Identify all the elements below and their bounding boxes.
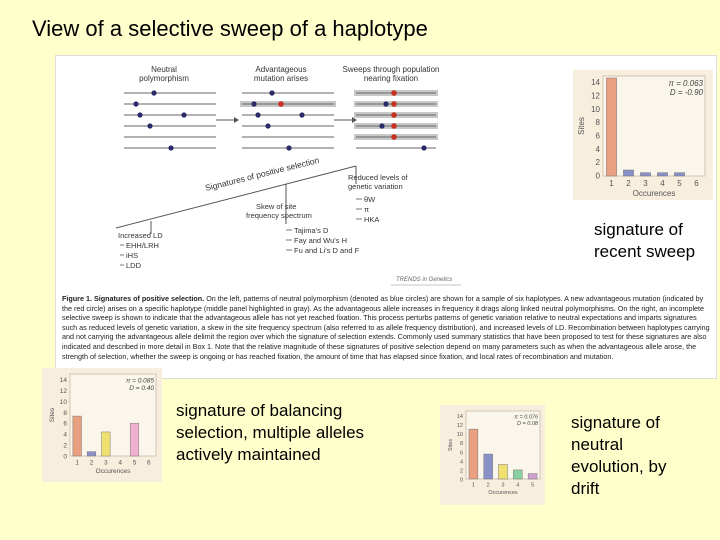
y-tick-label: 10: [456, 432, 463, 439]
statistic-label: LDD: [126, 261, 142, 270]
x-tick-label: 2: [89, 459, 94, 467]
stat-annotation: D = 0.40: [129, 385, 154, 392]
skew-label: Skew of site frequency spectrum: [246, 202, 312, 220]
x-tick-label: 5: [132, 459, 137, 467]
y-tick-label: 6: [459, 450, 463, 457]
y-tick-label: 0: [63, 453, 67, 461]
y-tick-label: 2: [63, 442, 67, 450]
advantageous-mutation-dot: [391, 123, 397, 129]
y-tick-label: 8: [459, 441, 463, 448]
advantageous-mutation-dot: [278, 101, 284, 107]
chart-recent-sweep: [573, 70, 713, 200]
advantageous-mutation-dot: [391, 112, 397, 118]
journal-credit: TRENDS in Genetics: [396, 277, 453, 283]
neutral-site-dot: [133, 101, 138, 106]
diagonal-label: Signatures of positive selection: [204, 154, 321, 193]
advantageous-mutation-dot: [391, 101, 397, 107]
x-tick-label: 1: [609, 179, 614, 188]
neutral-site-dot: [421, 145, 426, 150]
caption-neutral: signature of neutral evolution, by drift: [571, 413, 667, 498]
x-tick-label: 2: [626, 179, 631, 188]
legend-body: On the left, patterns of neutral polymorphism (denoted as blue circles) are shown for a sample of six haplotypes. A new advantageous mutation (indicated by the red circle) arises on a specific haplotype (middle panel highlighted in gray). As the advantageous allele increases in frequency it drags along linked neutral polymorphisms. On the right, an incomplete selective sweep is shown to indicate that the advantageous allele has not yet reached fixation. This process perturbs patterns of genetic variation relative to neutral expectations and imparts signatures such as reduced levels of genetic variation, a skew in the site frequency spectrum (also referred to as allele frequency distribution), and increased levels of LD. Recombination between haplotypes carrying and not carrying the advantageous allele delimit the region over which the signature of selection extends. Commonly used summary statistics that have been proposed to test for these signatures are also indicated and described in more detail in Box 1. Note that the relative magnitude of these signatures of positive selection depend on many parameters such as when the advantageous allele arose, the strength of selection, whether the sweep is ongoing or has reached fixation, the amount of time that has elapsed since fixation, and local rates of recombination and mutation.: [62, 294, 710, 361]
y-tick-label: 14: [591, 78, 600, 88]
neutral-site-dot: [147, 123, 152, 128]
bar: [674, 173, 684, 176]
chart-recent-svg: [573, 70, 713, 200]
y-tick-label: 14: [456, 414, 463, 421]
neutral-site-dot: [255, 112, 260, 117]
stat-annotation: D = 0.08: [517, 421, 538, 427]
statistic-label: Fay and Wu's H: [294, 236, 347, 245]
statistic-label: iHS: [126, 251, 139, 260]
neutral-site-dot: [299, 112, 304, 117]
panel-label-sweep: Sweeps through population nearing fixation: [342, 65, 440, 83]
x-tick-label: 3: [643, 179, 648, 188]
bar: [469, 429, 478, 479]
y-tick-label: 0: [595, 171, 600, 181]
neutral-site-dot: [181, 112, 186, 117]
caption-balancing: signature of balancing selection, multiple alleles actively maintained: [176, 401, 365, 464]
neutral-site-dot: [379, 123, 384, 128]
bar: [499, 464, 508, 479]
bar: [623, 170, 633, 176]
y-tick-label: 4: [595, 144, 600, 154]
neutral-site-dot: [286, 145, 291, 150]
y-tick-label: 6: [595, 131, 600, 141]
bar: [528, 474, 537, 479]
chart-balancing-svg: [42, 368, 162, 482]
statistic-label: HKA: [364, 215, 380, 224]
x-tick-label: 4: [660, 179, 665, 188]
statistic-label: Fu and Li's D and F: [294, 246, 360, 255]
bar: [513, 470, 522, 479]
neutral-site-dot: [265, 123, 270, 128]
y-tick-label: 4: [459, 459, 463, 466]
advantageous-mutation-dot: [391, 90, 397, 96]
neutral-site-dot: [168, 145, 173, 150]
neutral-site-dot: [383, 101, 388, 106]
bar: [102, 432, 111, 456]
statistic-label: θW: [364, 195, 376, 204]
x-tick-label: 6: [694, 179, 699, 188]
y-tick-label: 10: [59, 398, 67, 406]
x-tick-label: 4: [516, 482, 520, 489]
bar: [130, 423, 139, 456]
chart-neutral: [440, 405, 545, 505]
caption-recent-sweep: signature of recent sweep: [594, 220, 696, 261]
y-tick-label: 12: [59, 387, 67, 395]
y-tick-label: 8: [63, 409, 67, 417]
ld-label: Increased LD: [118, 231, 163, 240]
bar: [73, 416, 82, 456]
y-tick-label: 12: [591, 91, 600, 101]
x-tick-label: 1: [471, 482, 475, 489]
y-tick-label: 0: [459, 477, 463, 484]
chart-neutral-svg: [440, 405, 545, 505]
stat-annotation: D = -0.90: [669, 88, 703, 97]
neutral-site-dot: [137, 112, 142, 117]
panel-label-advantageous: Advantageous mutation arises: [253, 65, 309, 83]
slide-title: View of a selective sweep of a haplotype: [32, 16, 428, 41]
panel-label-neutral: Neutral polymorphism: [139, 65, 189, 83]
x-tick-label: 3: [104, 459, 108, 467]
legend-title: Figure 1. Signatures of positive selection.: [62, 294, 205, 303]
statistic-label: Tajima's D: [294, 226, 329, 235]
bar: [657, 173, 667, 176]
y-tick-label: 6: [63, 420, 67, 428]
stat-annotation: π = 0.076: [514, 414, 538, 421]
y-tick-label: 2: [595, 158, 600, 168]
stat-annotation: π = 0.063: [668, 79, 703, 88]
bar: [484, 454, 493, 479]
reduced-label: Reduced levels of genetic variation: [348, 173, 408, 191]
y-tick-label: 14: [59, 376, 67, 384]
statistic-label: EHH/LRH: [126, 241, 159, 250]
x-tick-label: 3: [501, 482, 505, 489]
x-axis-label: Occurences: [632, 189, 676, 198]
y-tick-label: 10: [591, 104, 600, 114]
y-axis-label: Sites: [577, 117, 586, 135]
advantageous-mutation-dot: [391, 134, 397, 140]
y-axis-label: Sites: [49, 407, 56, 423]
statistic-label: π: [364, 205, 370, 214]
x-axis-label: Occurences: [95, 468, 131, 475]
x-tick-label: 2: [486, 482, 490, 489]
bar: [87, 452, 96, 456]
x-tick-label: 5: [531, 482, 535, 489]
stat-annotation: π = 0.085: [125, 377, 154, 385]
y-axis-label: Sites: [448, 438, 454, 452]
chart-balancing: [42, 368, 162, 482]
x-tick-label: 1: [75, 459, 79, 467]
y-tick-label: 4: [63, 431, 67, 439]
bar: [640, 173, 650, 176]
x-axis-label: Occurences: [488, 490, 518, 496]
x-tick-label: 6: [147, 459, 151, 467]
y-tick-label: 8: [595, 118, 600, 128]
y-tick-label: 2: [459, 468, 463, 475]
y-tick-label: 12: [456, 423, 463, 430]
neutral-site-dot: [251, 101, 256, 106]
neutral-site-dot: [269, 90, 274, 95]
figure-legend: [62, 294, 710, 361]
bar: [606, 78, 616, 176]
x-tick-label: 5: [677, 179, 682, 188]
x-tick-label: 4: [118, 459, 122, 467]
neutral-site-dot: [151, 90, 156, 95]
